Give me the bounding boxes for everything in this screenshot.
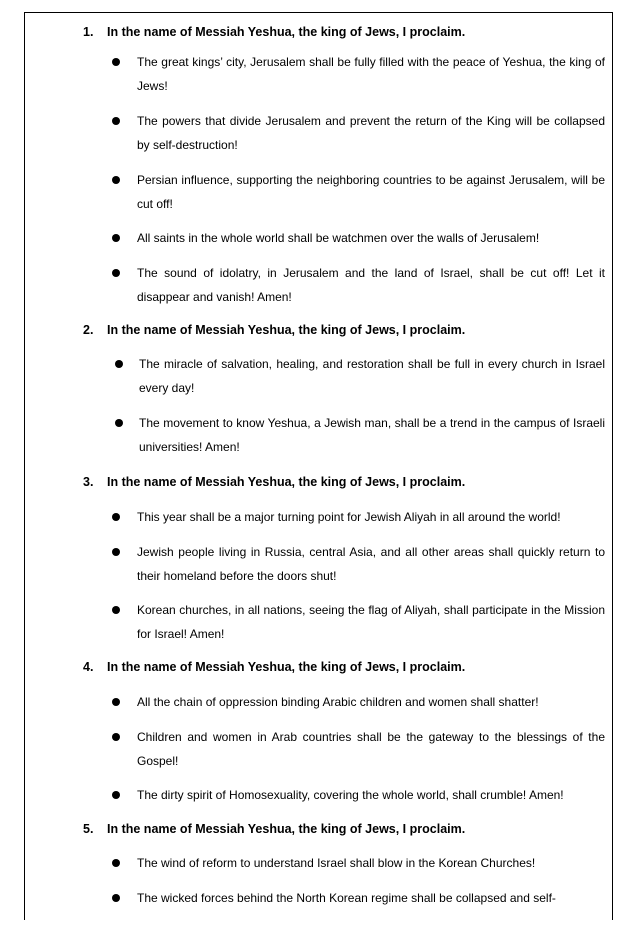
bullet-icon [115,360,123,368]
list-item-text: All saints in the whole world shall be watchmen over the walls of Jerusalem! [137,231,540,245]
bullet-icon [112,791,120,799]
bullet-icon [112,606,120,614]
list-item-text: Persian influence, supporting the neighboring countries to be against Jerusalem, will be cut off! [137,173,605,211]
list-item-text: The wind of reform to understand Israel shall blow in the Korean Churches! [137,856,536,870]
list-item-text: The dirty spirit of Homosexuality, covering the whole world, shall crumble! Amen! [137,788,564,802]
list-item-text: Korean churches, in all nations, seeing the flag of Aliyah, shall participate in the Mission for Israel! Amen! [137,603,605,641]
bullet-icon [112,894,120,902]
bullet-icon [112,234,120,242]
list-item-text: Jewish people living in Russia, central Asia, and all other areas shall quickly return to their homeland before the doors shut! [137,545,605,583]
list-item-text: The miracle of salvation, healing, and restoration shall be full in every church in Israel every day! [139,357,605,395]
list-item-text: The sound of idolatry, in Jerusalem and the land of Israel, shall be cut off! Let it disappear and vanish! Amen! [137,266,605,304]
bullet-icon [112,117,120,125]
section-heading-text: In the name of Messiah Yeshua, the king of Jews, I proclaim. [107,323,466,337]
section-heading-text: In the name of Messiah Yeshua, the king of Jews, I proclaim. [107,822,466,836]
list-item-text: All the chain of oppression binding Arabic children and women shall shatter! [137,695,539,709]
list-item-text: The powers that divide Jerusalem and prevent the return of the King will be collapsed by self-destruction! [137,114,605,152]
document-page [24,12,613,920]
list-item-text: This year shall be a major turning point for Jewish Aliyah in all around the world! [137,510,561,524]
list-item-text: The great kings’ city, Jerusalem shall be fully filled with the peace of Yeshua, the king of Jews! [137,55,605,93]
bullet-icon [112,513,120,521]
list-item-text: The movement to know Yeshua, a Jewish man, shall be a trend in the campus of Israeli universities! Amen! [139,416,605,454]
bullet-icon [112,176,120,184]
list-item-text: The wicked forces behind the North Korean regime shall be collapsed and self- [137,891,556,905]
bullet-icon [112,733,120,741]
section-number: 2. [83,323,94,337]
bullet-icon [112,548,120,556]
bullet-icon [112,58,120,66]
bullet-icon [112,698,120,706]
section-number: 4. [83,660,94,674]
section-number: 1. [83,25,94,39]
bullet-icon [112,859,120,867]
section-number: 3. [83,475,94,489]
section-heading-text: In the name of Messiah Yeshua, the king of Jews, I proclaim. [107,475,466,489]
section-heading-text: In the name of Messiah Yeshua, the king of Jews, I proclaim. [107,660,466,674]
bullet-icon [112,269,120,277]
list-item-text: Children and women in Arab countries shall be the gateway to the blessings of the Gospel! [137,730,605,768]
section-heading-text: In the name of Messiah Yeshua, the king of Jews, I proclaim. [107,25,466,39]
section-number: 5. [83,822,94,836]
bullet-icon [115,419,123,427]
